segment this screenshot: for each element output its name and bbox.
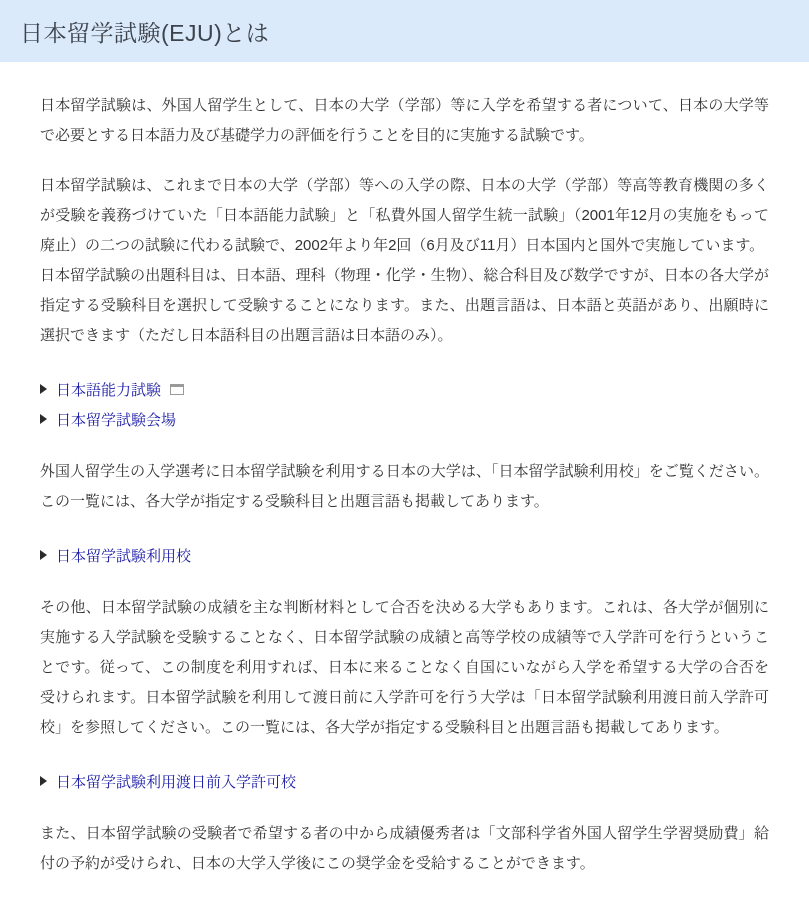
- related-links-list: [40, 374, 769, 434]
- new-window-icon: [170, 384, 184, 395]
- page-title: 日本留学試験(EJU)とは: [20, 19, 270, 46]
- right-triangle-icon: [40, 550, 47, 560]
- main-content: [0, 62, 809, 923]
- subjects-paragraph: 日本留学試験の出題科目は、日本語、理科（物理・化学・生物）、総合科目及び数学ですが、日本の各大学が指定する受験科目を選択して受験することになります。また、出題言語は、日本語と英語があり、出願時に選択できます（ただし日本語科目の出題言語は日本語のみ）。: [40, 267, 769, 344]
- jlpt-link[interactable]: 日本語能力試験: [56, 381, 162, 399]
- list-item-pre-arrival-schools: [40, 766, 769, 796]
- intro-paragraph: 日本留学試験は、外国人留学生として、日本の大学（学部）等に入学を希望する者について、日本の大学等で必要とする日本語力及び基礎学力の評価を行うことを目的に実施する試験です。: [40, 97, 769, 144]
- user-schools-link-list: [40, 540, 769, 570]
- pre-arrival-link-list: [40, 766, 769, 796]
- history-paragraph: 日本留学試験は、これまで日本の大学（学部）等への入学の際、日本の大学（学部）等高等教育機関の多くが受験を義務づけていた「日本語能力試験」と「私費外国人留学生統一試験」（2001年12月の実施をもって廃止）の二つの試験に代わる試験で、2002年より年2回（6月及び11月）日本国内と国外で実施しています。: [40, 177, 769, 254]
- right-triangle-icon: [40, 384, 47, 394]
- pre-arrival-paragraph: その他、日本留学試験の成績を主な判断材料として合否を決める大学もあります。これは、各大学が個別に実施する入学試験を受験することなく、日本留学試験の成績と高等学校の成績等で入学許可を行うということです。従って、この制度を利用すれば、日本に来ることなく自国にいながら入学を希望する大学の合否を受けられます。日本留学試験を利用して渡日前に入学許可を行う大学は「日本留学試験利用渡日前入学許可校」を参照してください。この一覧には、各大学が指定する受験科目と出題言語も掲載してあります。: [40, 599, 769, 736]
- exam-overview-paragraph-group: [40, 171, 769, 351]
- right-triangle-icon: [40, 776, 47, 786]
- user-schools-link[interactable]: 日本留学試験利用校: [56, 547, 192, 565]
- test-venues-link[interactable]: 日本留学試験会場: [56, 411, 177, 429]
- list-item-test-venues: [40, 404, 769, 434]
- scholarship-paragraph: また、日本留学試験の受験者で希望する者の中から成績優秀者は「文部科学省外国人留学生学習奨励費」給付の予約が受けられ、日本の大学入学後にこの奨学金を受給することができます。: [40, 825, 769, 872]
- page-header: [0, 0, 809, 62]
- list-item-jlpt: [40, 374, 769, 404]
- pre-arrival-schools-link[interactable]: 日本留学試験利用渡日前入学許可校: [56, 773, 297, 791]
- right-triangle-icon: [40, 414, 47, 424]
- list-item-user-schools: [40, 540, 769, 570]
- user-schools-paragraph: 外国人留学生の入学選考に日本留学試験を利用する日本の大学は、「日本留学試験利用校」をご覧ください。この一覧には、各大学が指定する受験科目と出題言語も掲載してあります。: [40, 463, 769, 510]
